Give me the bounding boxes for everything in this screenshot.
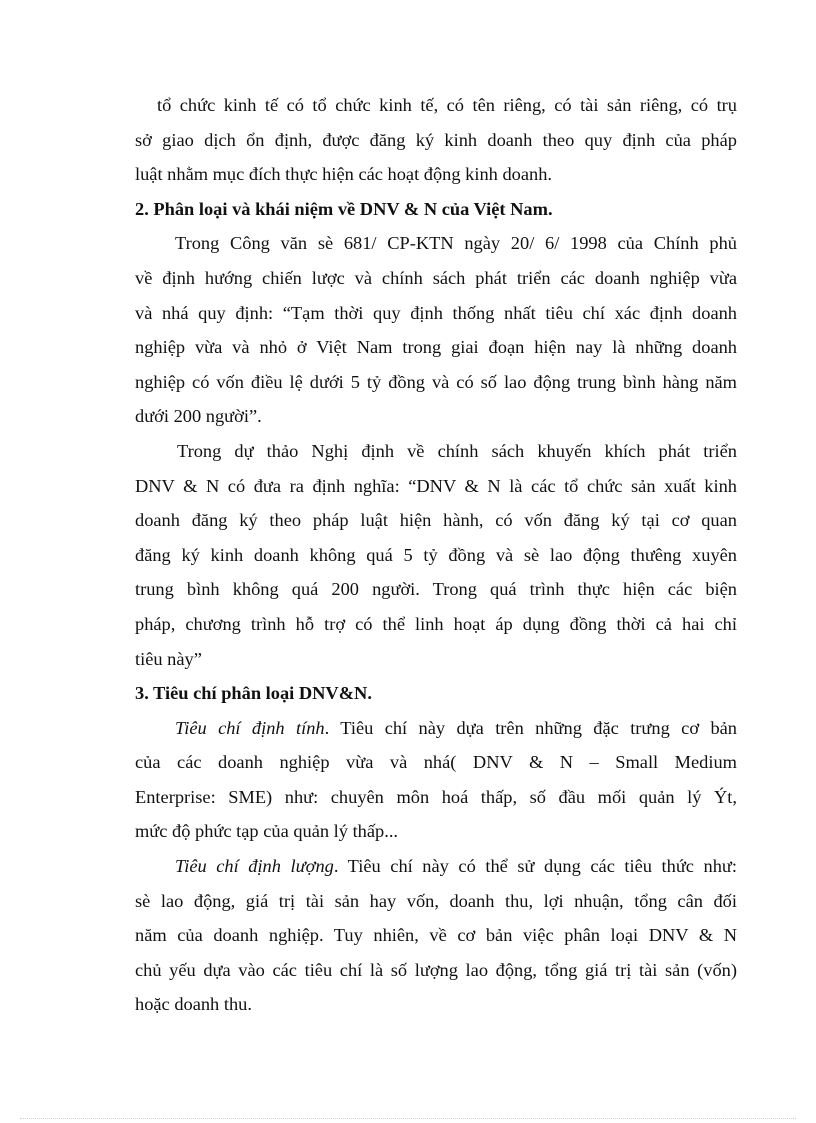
text-line: sè lao động, giá trị tài sản hay vốn, doanh thu, lợi nhuận, tổng cân đối xyxy=(135,890,737,911)
text-line: mức độ phức tạp của quản lý thấp... xyxy=(135,821,399,842)
paragraph xyxy=(135,434,737,676)
page-bottom-divider xyxy=(20,1118,796,1119)
text-line: chủ yếu dựa vào các tiêu chí là số lượng lao động, tổng giá trị tài sản (vốn) xyxy=(135,959,737,980)
section-3 xyxy=(135,676,737,1022)
section-2 xyxy=(135,192,737,676)
text-line: hoặc doanh thu. xyxy=(135,994,252,1015)
text-line: về định hướng chiến lược và chính sách phát triển các doanh nghiệp vừa xyxy=(135,267,737,288)
text-line: nghiệp có vốn điều lệ dưới 5 tỷ đồng và có số lao động trung bình hàng năm xyxy=(135,371,737,392)
text-line: tiêu này” xyxy=(135,648,202,669)
text-line xyxy=(135,711,737,746)
italic-term: Tiêu chí định lượng xyxy=(175,856,334,877)
text-line: Trong Công văn sè 681/ CP-KTN ngày 20/ 6/ 1998 của Chính phủ xyxy=(175,233,737,254)
text-line: và nhá quy định: “Tạm thời quy định thống nhất tiêu chí xác định doanh xyxy=(135,302,737,323)
text-line: trung bình không quá 200 người. Trong quá trình thực hiện các biện xyxy=(135,579,737,600)
text-line: luật nhằm mục đích thực hiện các hoạt động kinh doanh. xyxy=(135,164,553,185)
paragraph xyxy=(135,226,737,434)
text-line: dưới 200 người”. xyxy=(135,406,262,427)
text-line: doanh đăng ký theo pháp luật hiện hành, có vốn đăng ký tại cơ quan xyxy=(135,510,737,531)
text-line: pháp, chương trình hỗ trợ có thể linh hoạt áp dụng đồng thời cả hai chỉ xyxy=(135,613,737,634)
intro-paragraph xyxy=(135,88,737,192)
paragraph xyxy=(135,849,737,1022)
text-line: tổ chức kinh tế có tổ chức kinh tế, có tên riêng, có tài sản riêng, có trụ xyxy=(157,95,737,115)
text-line: DNV & N có đưa ra định nghĩa: “DNV & N là các tổ chức sản xuất kinh xyxy=(135,475,737,496)
text-line: Enterprise: SME) như: chuyên môn hoá thấp, số đầu mối quản lý Ýt, xyxy=(135,786,737,807)
text-line: Trong dự thảo Nghị định về chính sách khuyến khích phát triển xyxy=(177,440,737,461)
text-run: . Tiêu chí này có thể sử dụng các tiêu thức như: xyxy=(333,856,737,877)
text-line: sở giao dịch ổn định, được đăng ký kinh doanh theo quy định của pháp xyxy=(135,129,737,150)
section-heading: 3. Tiêu chí phân loại DNV&N. xyxy=(135,683,372,704)
section-heading: 2. Phân loại và khái niệm về DNV & N của Việt Nam. xyxy=(135,198,553,219)
paragraph xyxy=(135,711,737,849)
document-page xyxy=(135,88,737,1022)
text-line: năm của doanh nghiệp. Tuy nhiên, về cơ bản việc phân loại DNV & N xyxy=(135,925,737,946)
text-line: đăng ký kinh doanh không quá 5 tỷ đồng và sè lao động thưêng xuyên xyxy=(135,544,737,565)
text-line xyxy=(135,849,737,884)
text-line: của các doanh nghiệp vừa và nhá( DNV & N – Small Medium xyxy=(135,752,737,773)
text-run: . Tiêu chí này dựa trên những đặc trưng cơ bản xyxy=(324,717,737,738)
italic-term: Tiêu chí định tính xyxy=(175,717,325,738)
text-line: nghiệp vừa và nhỏ ở Việt Nam trong giai đoạn hiện nay là những doanh xyxy=(135,337,737,358)
